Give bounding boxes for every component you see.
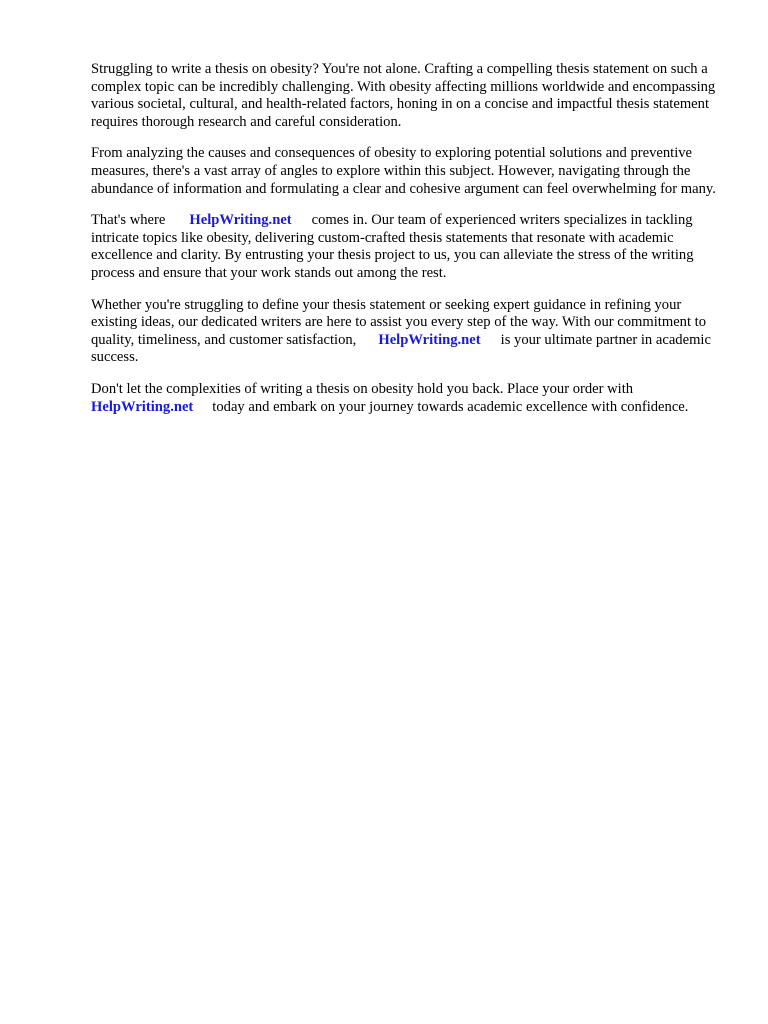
helpwriting-link[interactable]: HelpWriting.net — [378, 331, 481, 348]
paragraph-guidance-lead: Whether you're struggling to define your thesis statement or seeking expert guidance in refining your existing ideas, our dedicated writers are here to assist you every step of the way. With our commitment to quality, timeliness, and customer satisfaction, — [91, 296, 707, 348]
document-body — [91, 61, 731, 430]
paragraph-intro: Struggling to write a thesis on obesity? You're not alone. Crafting a compelling thesis statement on such a complex topic can be incredibly challenging. With obesity affecting millions worldwide and encompassing various societal, cultural, and health-related factors, honing in on a concise and impactful thesis statement requires thorough research and careful consideration. — [91, 61, 716, 130]
paragraph-service-lead: That's where — [91, 212, 166, 229]
paragraph-guidance-rest: is your ultimate partner in academic success. — [91, 331, 711, 366]
paragraph-service-rest: comes in. Our team of experienced writers specializes in tackling intricate topics like obesity, delivering custom-crafted thesis statements that resonate with academic excellence and clarity. By entrusting your thesis project to us, you can alleviate the stress of the writing process and ensure that your work stands out among the rest. — [91, 212, 694, 281]
paragraph-cta-lead: Don't let the complexities of writing a thesis on obesity hold you back. Place your order with — [91, 380, 634, 397]
paragraph-service — [91, 212, 731, 282]
paragraph-guidance — [91, 297, 731, 367]
paragraph-cta-rest: today and embark on your journey towards academic excellence with confidence. — [212, 398, 689, 415]
helpwriting-link[interactable]: HelpWriting.net — [189, 212, 292, 229]
helpwriting-link[interactable]: HelpWriting.net — [91, 398, 194, 415]
paragraph-causes: From analyzing the causes and consequences of obesity to exploring potential solutions and preventive measures, there's a vast array of angles to explore within this subject. However, navigating through the abundance of information and formulating a clear and cohesive argument can feel overwhelming for many. — [91, 145, 716, 197]
paragraph-call-to-action — [91, 381, 731, 416]
